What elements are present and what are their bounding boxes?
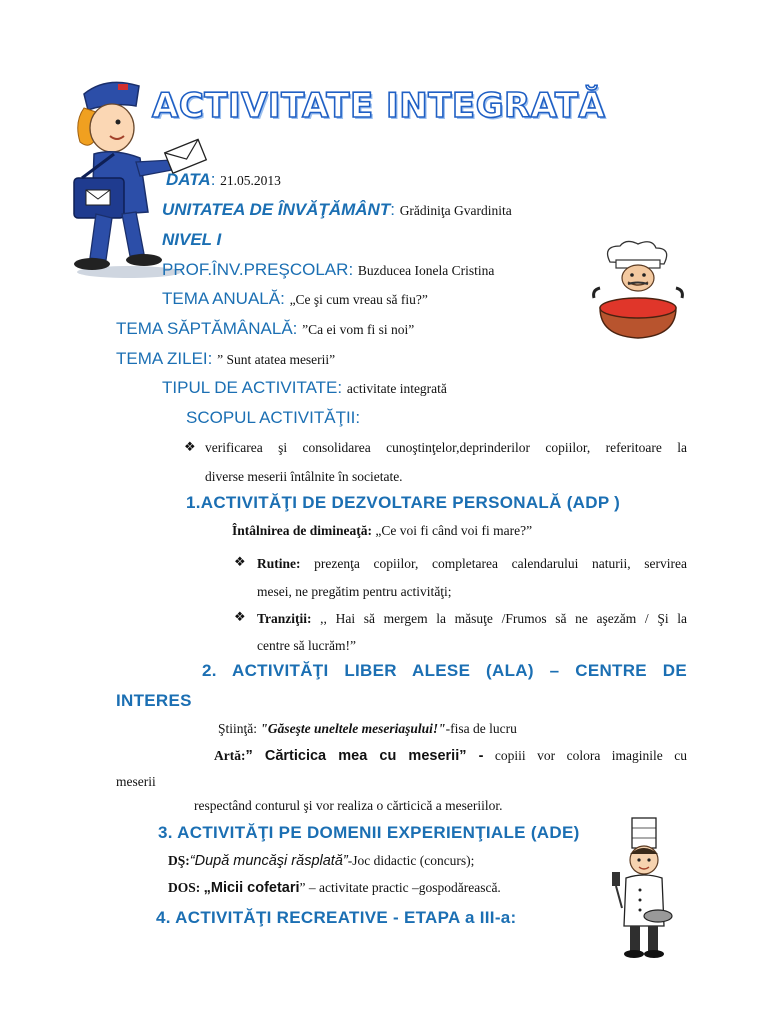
recreative-section-title: 4. ACTIVITĂŢI RECREATIVE - ETAPA a III-a:: [156, 908, 517, 927]
scop-text-line-1: verificarea şi consolidarea cunoştinţelor,deprinderilor copiilor, referitoare la: [205, 440, 687, 455]
tema-saptamanala-label: TEMA SĂPTĂMÂNALĂ: [116, 319, 293, 338]
ds-value: “După muncăşi răsplată”: [189, 853, 348, 869]
intalnirea-label: Întâlnirea de dimineaţă:: [232, 523, 373, 538]
unitatea-value: Grădiniţa Gvardinita: [399, 203, 512, 218]
nivel-label: NIVEL I: [162, 230, 222, 249]
diamond-bullet-icon: ❖: [234, 555, 246, 570]
adp-section-title: 1.ACTIVITĂŢI DE DEZVOLTARE PERSONALĂ (ADP ): [186, 493, 621, 512]
chef-with-pan-illustration-icon: [608, 816, 680, 962]
prof-row: PROF.ÎNV.PREŞCOLAR: Buzducea Ionela Cristina: [162, 260, 495, 279]
prof-label: PROF.ÎNV.PREŞCOLAR: [162, 260, 349, 279]
stiinta-label: Ştiinţă: [218, 721, 254, 736]
rutine-label: Rutine:: [257, 556, 301, 571]
scop-text-line-2: diverse meserii întâlnite în societate.: [205, 469, 403, 484]
tema-zilei-value: ” Sunt atatea meserii”: [217, 352, 336, 367]
rutine-text: prezenţa copiilor, completarea calendarului naturii, servirea: [314, 556, 687, 571]
tipul-row: TIPUL DE ACTIVITATE: activitate integrată: [162, 378, 447, 397]
page-title: ACTIVITATE INTEGRATĂ: [152, 86, 606, 126]
ala-section-title-line-1: 2. ACTIVITĂŢI LIBER ALESE (ALA) – CENTRE DE: [202, 661, 687, 680]
nivel-row: [162, 230, 221, 250]
date-label: DATA: [166, 170, 211, 189]
arta-row: [214, 748, 687, 764]
tranzitii-line-2: centre să lucrăm!”: [257, 638, 356, 653]
intalnirea-row: [232, 523, 532, 539]
tema-anuala-label: TEMA ANUALĂ: [162, 289, 281, 308]
prof-value: Buzducea Ionela Cristina: [357, 263, 495, 278]
diamond-bullet-icon: ❖: [184, 440, 196, 455]
ade-section-title: 3. ACTIVITĂŢI PE DOMENII EXPERIENŢIALE (ADE): [158, 823, 580, 842]
arta-line-3: respectând conturul şi vor realiza o cărticică a meseriilor.: [194, 798, 503, 813]
arta-line-2: meserii: [116, 774, 156, 789]
dos-label: DOS:: [168, 880, 201, 895]
ds-label: DŞ:: [168, 853, 190, 868]
diamond-bullet-icon: ❖: [234, 610, 246, 625]
date-value: 21.05.2013: [220, 173, 281, 188]
date-row: DATA: 21.05.2013: [166, 170, 281, 189]
ds-row: [168, 853, 474, 869]
stiinta-tail: -fisa de lucru: [445, 721, 517, 736]
stiinta-value: "Găseşte uneltele meseriaşului!": [260, 721, 446, 736]
tema-saptamanala-row: TEMA SĂPTĂMÂNALĂ: ”Ca ei vom fi si noi”: [116, 319, 415, 338]
scopul-row: SCOPUL ACTIVITĂŢII:: [186, 408, 361, 427]
stiinta-row: Ştiinţă: "Găseşte uneltele meseriaşului!"-fisa de lucru: [218, 721, 517, 736]
dos-value: „Micii cofetari: [203, 880, 300, 896]
rutine-line-1: [257, 556, 687, 572]
arta-value: ” Cărticica mea cu meserii” -: [245, 748, 484, 764]
intalnirea-value: „Ce voi fi când voi fi mare?”: [375, 523, 533, 538]
ala-section-title-line-2: INTERES: [116, 691, 192, 710]
tipul-label: TIPUL DE ACTIVITATE: [162, 378, 338, 397]
scopul-label: SCOPUL ACTIVITĂŢII: [186, 408, 356, 427]
tema-anuala-row: TEMA ANUALĂ: „Ce şi cum vreau să fiu?”: [162, 289, 428, 308]
dos-row: [168, 880, 501, 896]
chef-with-pot-illustration-icon: [590, 238, 686, 342]
tema-zilei-row: TEMA ZILEI: ” Sunt atatea meserii”: [116, 349, 336, 368]
tranzitii-text: ,, Hai să mergem la măsuţe /Frumos să ne aşezăm / Şi la: [320, 611, 688, 626]
arta-label: Artă:: [214, 748, 246, 763]
unitatea-label: UNITATEA DE ÎNVĂŢĂMÂNT: [162, 200, 391, 219]
tranzitii-line-1: [257, 611, 687, 627]
arta-text: copiii vor colora imaginile cu: [494, 748, 688, 763]
tranzitii-label: Tranziţii:: [257, 611, 312, 626]
rutine-line-2: mesei, ne pregătim pentru activităţi;: [257, 584, 452, 599]
dos-tail: ” – activitate practic –gospodărească.: [299, 880, 501, 895]
tema-zilei-label: TEMA ZILEI: [116, 349, 208, 368]
ds-tail: -Joc didactic (concurs);: [347, 853, 475, 868]
tema-saptamanala-value: ”Ca ei vom fi si noi”: [302, 322, 415, 337]
unitatea-row: UNITATEA DE ÎNVĂŢĂMÂNT: Grădiniţa Gvardinita: [162, 200, 512, 219]
tema-anuala-value: „Ce şi cum vreau să fiu?”: [289, 292, 428, 307]
tipul-value: activitate integrată: [346, 381, 447, 396]
